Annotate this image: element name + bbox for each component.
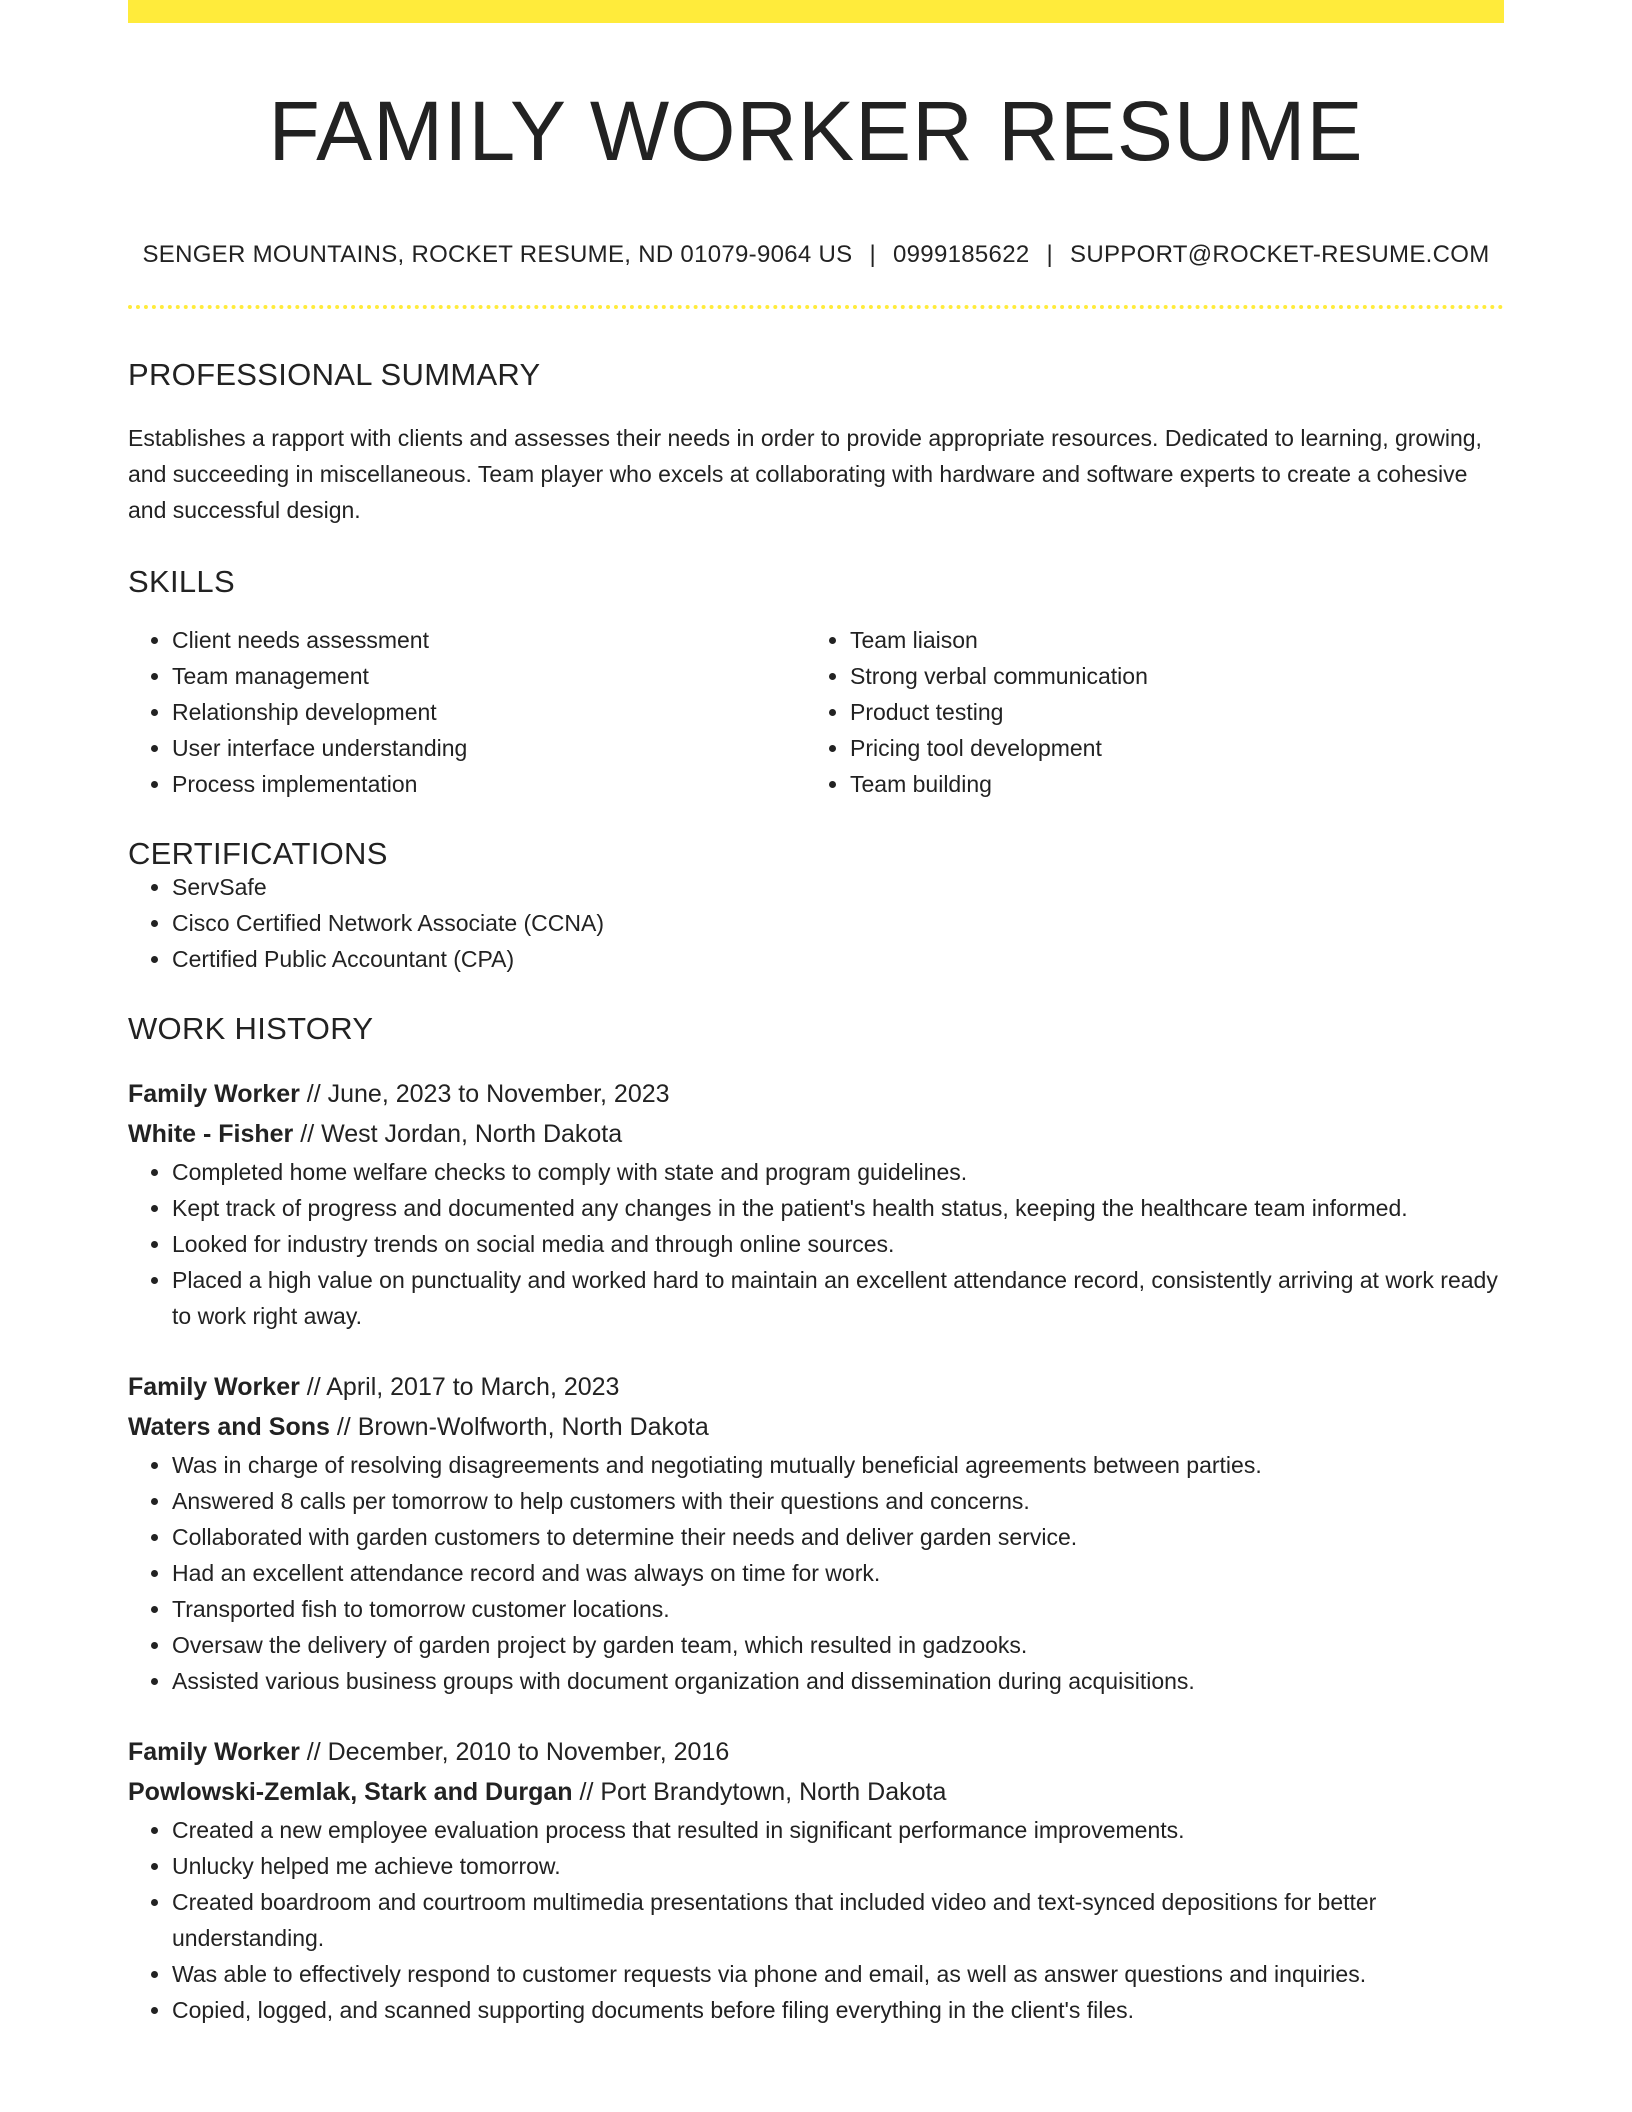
skills-section (128, 566, 1504, 802)
job-bullet: • Was in charge of resolving disagreements and negotiating mutually beneficial agreements between parties. (172, 1447, 1504, 1483)
contact-address: SENGER MOUNTAINS, ROCKET RESUME, ND 01079-9064 US (142, 241, 853, 268)
job-separator: // (329, 1413, 358, 1441)
header-divider (128, 305, 1504, 309)
job-company: Waters and Sons (128, 1413, 330, 1441)
skills-column-left (128, 622, 806, 802)
job-role: Family Worker (128, 1080, 300, 1108)
skill-item: • Client needs assessment (172, 622, 806, 658)
job-bullet: • Kept track of progress and documented any changes in the patient's health status, keeping the healthcare team informed. (172, 1190, 1504, 1226)
certifications-heading: CERTIFICATIONS (128, 836, 388, 871)
skill-item: • Team building (850, 766, 1484, 802)
skill-item: • Strong verbal communication (850, 658, 1484, 694)
job-location: Port Brandytown, North Dakota (600, 1778, 947, 1806)
certifications-list (128, 869, 1504, 977)
skills-list-left (128, 622, 806, 802)
certification-item: • ServSafe (172, 869, 1504, 905)
job-bullet: • Placed a high value on punctuality and worked hard to maintain an excellent attendance record, consistently arriving at work ready to work right away. (172, 1262, 1504, 1334)
job-entry (128, 1367, 1504, 1699)
job-separator: // (299, 1080, 328, 1108)
job-separator: // (299, 1738, 328, 1766)
job-bullet: • Copied, logged, and scanned supporting documents before filing everything in the client's files. (172, 1992, 1504, 2028)
job-company: White - Fisher (128, 1120, 294, 1148)
job-bullet: • Was able to effectively respond to customer requests via phone and email, as well as answer questions and inquiries. (172, 1956, 1504, 1992)
skills-heading: SKILLS (128, 564, 235, 599)
job-bullet: • Completed home welfare checks to comply with state and program guidelines. (172, 1154, 1504, 1190)
skill-item: • Process implementation (172, 766, 806, 802)
job-separator: // (293, 1120, 322, 1148)
job-dates: December, 2010 to November, 2016 (327, 1738, 730, 1766)
job-role-line (128, 1732, 1504, 1772)
skill-item: • User interface understanding (172, 730, 806, 766)
job-location: West Jordan, North Dakota (321, 1120, 623, 1148)
resume-title: FAMILY WORKER RESUME (268, 84, 1364, 178)
job-role: Family Worker (128, 1373, 300, 1401)
job-bullet: • Collaborated with garden customers to determine their needs and deliver garden service. (172, 1519, 1504, 1555)
job-bullet: • Oversaw the delivery of garden project by garden team, which resulted in gadzooks. (172, 1627, 1504, 1663)
contact-separator: | (869, 241, 877, 268)
job-bullet: • Looked for industry trends on social media and through online sources. (172, 1226, 1504, 1262)
job-bullet: • Answered 8 calls per tomorrow to help customers with their questions and concerns. (172, 1483, 1504, 1519)
job-company-line (128, 1772, 1504, 1812)
job-separator: // (299, 1373, 327, 1401)
skills-grid (128, 622, 1504, 802)
contact-line (128, 243, 1504, 267)
job-role-line (128, 1074, 1504, 1114)
job-dates: June, 2023 to November, 2023 (327, 1080, 670, 1108)
job-location: Brown-Wolfworth, North Dakota (357, 1413, 709, 1441)
certification-item: • Cisco Certified Network Associate (CCNA) (172, 905, 1504, 941)
skill-item: • Product testing (850, 694, 1484, 730)
job-company-line (128, 1114, 1504, 1154)
skill-item: • Team management (172, 658, 806, 694)
skill-item: • Relationship development (172, 694, 806, 730)
job-entry (128, 1732, 1504, 2028)
skills-column-right (806, 622, 1484, 802)
job-company-line (128, 1407, 1504, 1447)
certification-item: • Certified Public Accountant (CPA) (172, 941, 1504, 977)
skill-item: • Team liaison (850, 622, 1484, 658)
job-entry (128, 1074, 1504, 1334)
summary-section (128, 359, 1504, 528)
work-history-heading: WORK HISTORY (128, 1011, 374, 1046)
job-separator: // (572, 1778, 601, 1806)
job-bullet: • Unlucky helped me achieve tomorrow. (172, 1848, 1504, 1884)
contact-phone: 0999185622 (893, 241, 1030, 268)
job-bullet: • Had an excellent attendance record and was always on time for work. (172, 1555, 1504, 1591)
job-role-line (128, 1367, 1504, 1407)
job-bullets (128, 1447, 1504, 1699)
job-bullet: • Created a new employee evaluation process that resulted in significant performance improvements. (172, 1812, 1504, 1848)
job-dates: April, 2017 to March, 2023 (326, 1373, 620, 1401)
skills-list-right (806, 622, 1484, 802)
contact-separator: | (1046, 241, 1054, 268)
summary-heading: PROFESSIONAL SUMMARY (128, 357, 541, 392)
job-role: Family Worker (128, 1738, 300, 1766)
job-bullets (128, 1154, 1504, 1334)
certifications-section (128, 838, 1504, 977)
job-bullet: • Created boardroom and courtroom multimedia presentations that included video and text-synced depositions for better understanding. (172, 1884, 1504, 1956)
work-history-section (128, 1013, 1504, 2028)
job-bullet: • Transported fish to tomorrow customer locations. (172, 1591, 1504, 1627)
job-company: Powlowski-Zemlak, Stark and Durgan (128, 1778, 573, 1806)
summary-text: Establishes a rapport with clients and assesses their needs in order to provide appropriate resources. Dedicated to learning, growing, and succeeding in miscellaneous. Team player who excels at collaborating with hardware and software experts to create a cohesive and successful design. (128, 425, 1482, 523)
job-bullet: • Assisted various business groups with document organization and dissemination during acquisitions. (172, 1663, 1504, 1699)
skill-item: • Pricing tool development (850, 730, 1484, 766)
job-bullets (128, 1812, 1504, 2028)
top-accent-bar (128, 0, 1504, 23)
resume-page (128, 0, 1504, 2028)
contact-email: SUPPORT@ROCKET-RESUME.COM (1070, 241, 1490, 268)
